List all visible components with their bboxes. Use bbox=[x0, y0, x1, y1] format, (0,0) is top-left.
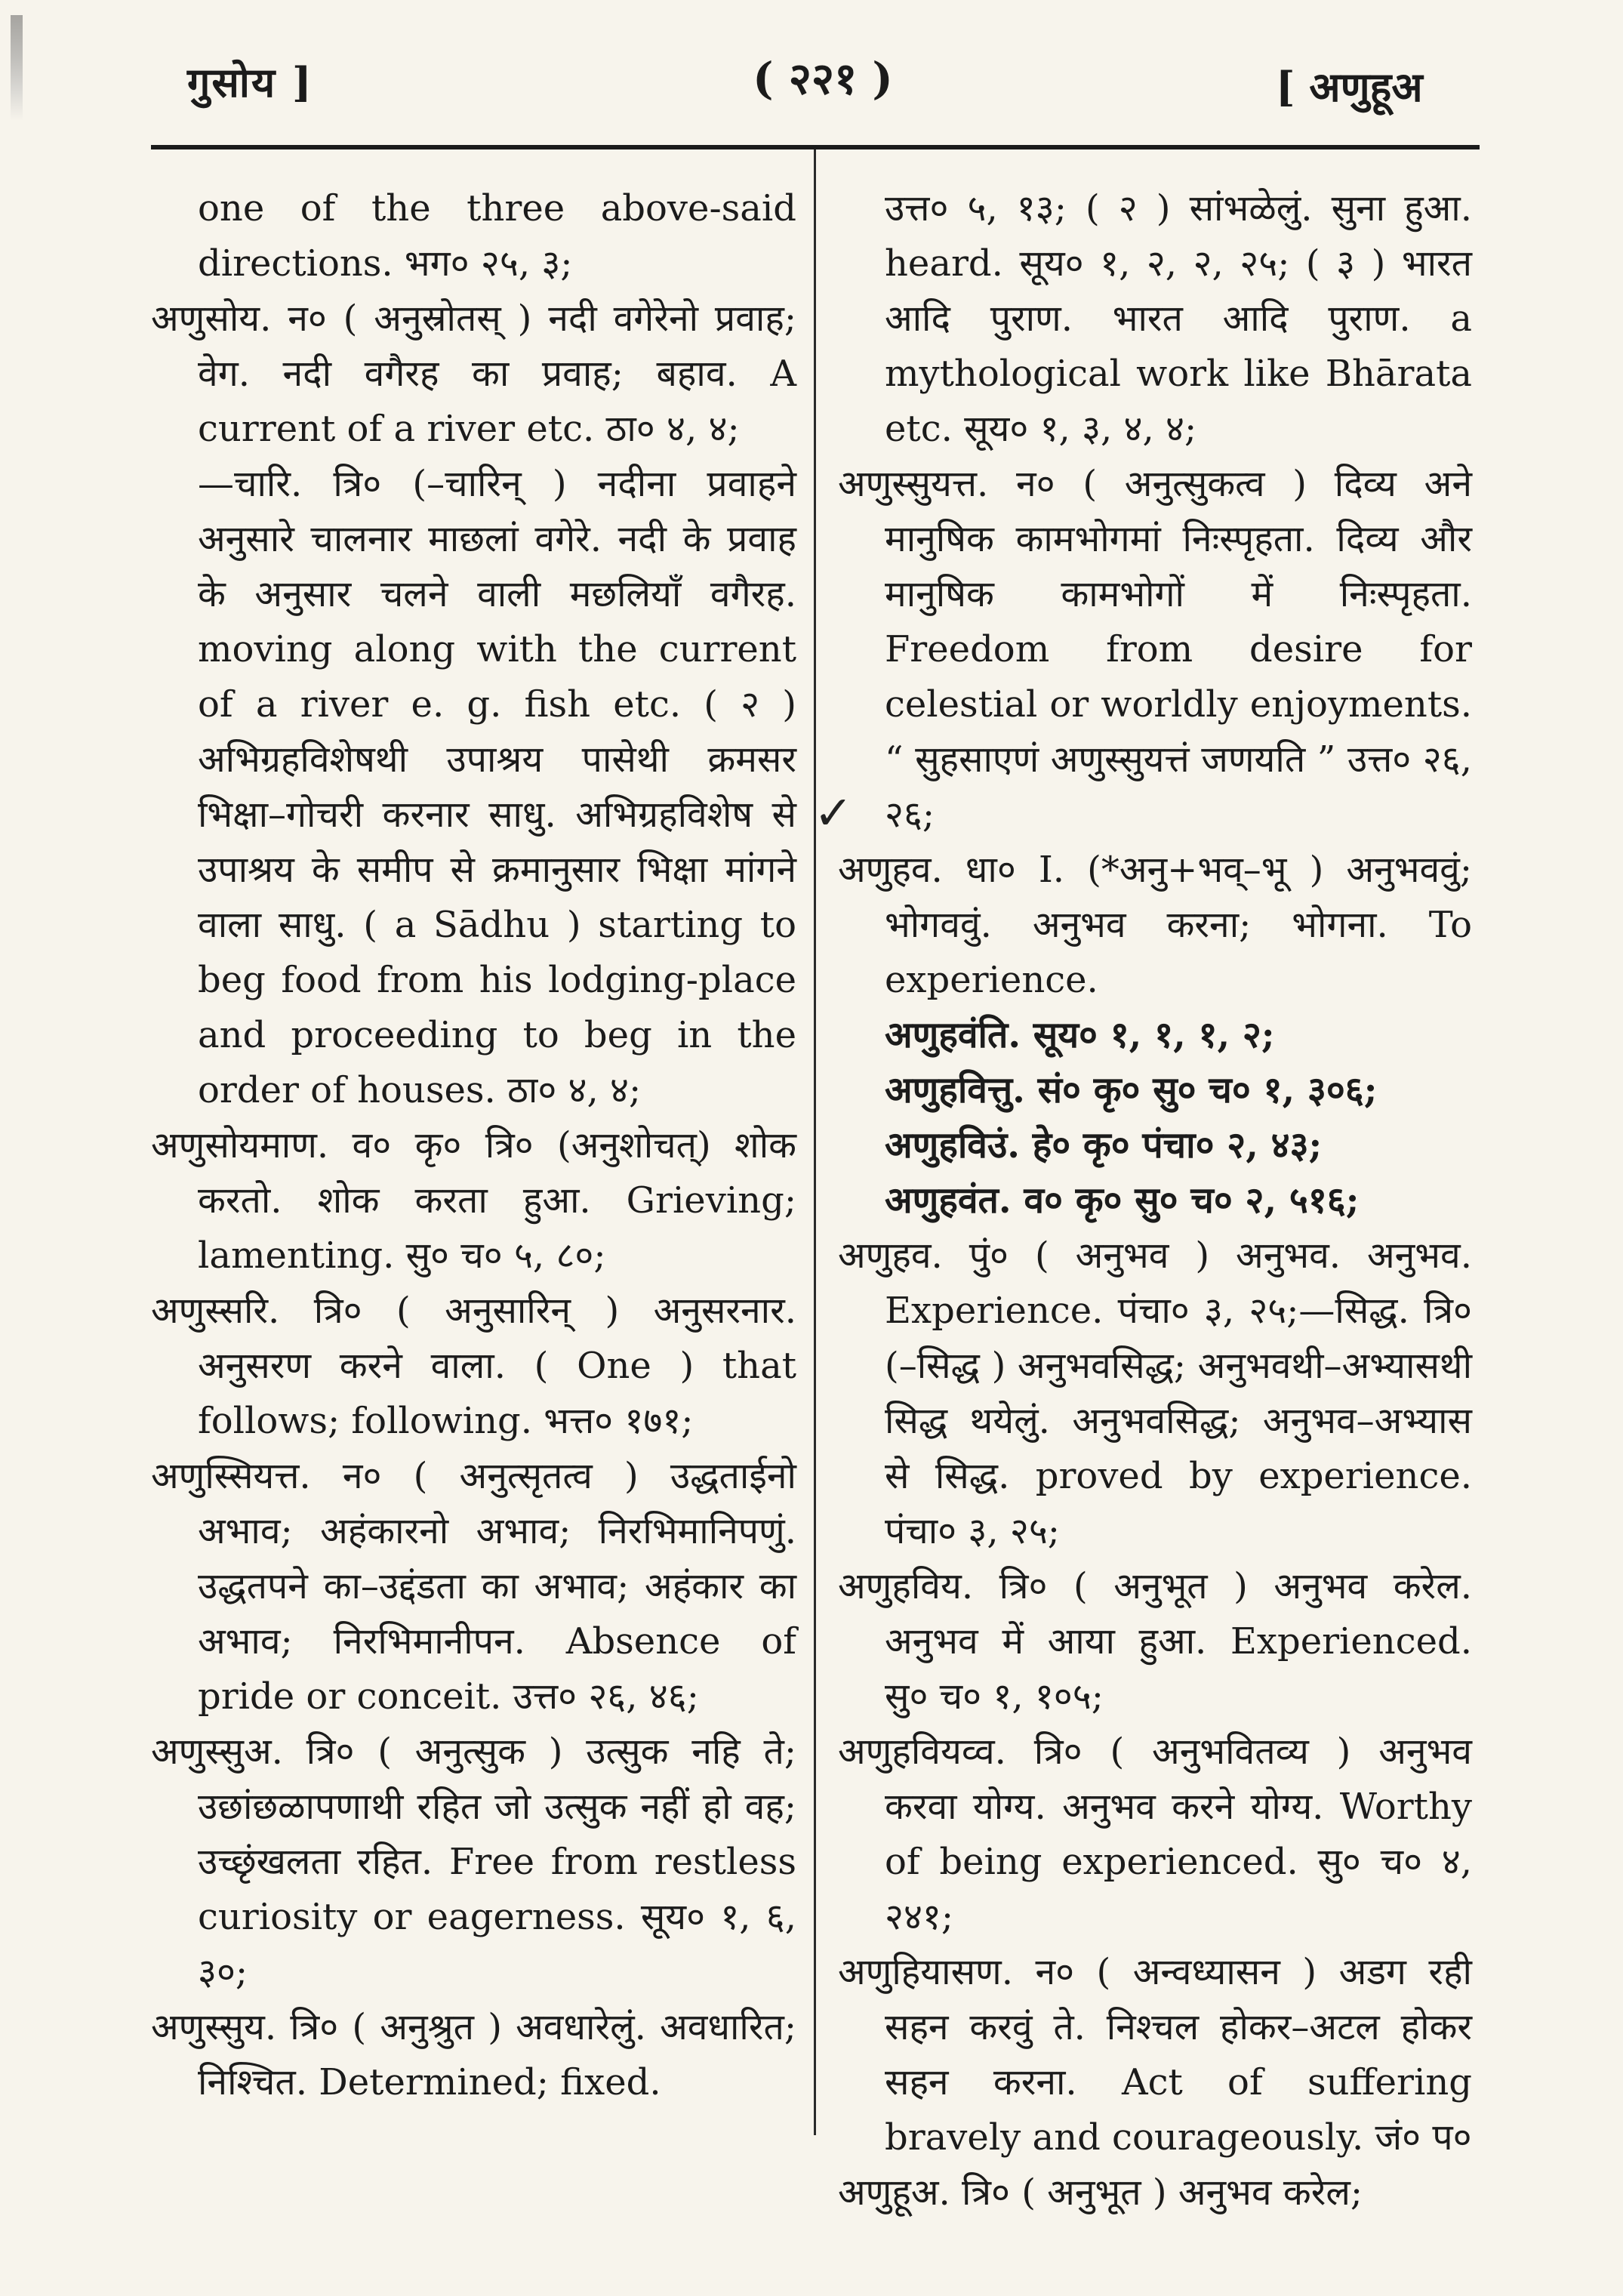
header-right-guide-word: [ अणुहूअ bbox=[1276, 63, 1423, 111]
entry-continuation: उत्त० ५, १३; ( २ ) सांभळेलुं. सुना हुआ. heard. सूय० १, २, २, २५; ( ३ ) भारत आदि पुराण. भारत आदि पुराण. a mythological work like Bhārata etc. सूय० १, ३, ४, ४; bbox=[885, 187, 1472, 450]
form-anuhavittu: अणुहवित्तु. सं० कृ० सु० च० १, ३०६; bbox=[885, 1069, 1378, 1111]
entry-anusoya: अणुसोय. न० ( अनुस्रोतस् ) नदी वगेरेनो प्रवाह; वेग. नदी वगैरह का प्रवाह; बहाव. A current of a river etc. ठा० ४, ४; bbox=[151, 297, 796, 450]
entry-anuhiyasana: अणुहियासण. न० ( अन्वध्यासन ) अडग रही सहन करवुं ते. निश्चल होकर–अटल होकर सहन करना. Act of suffering bravely and courageously. जं० प० bbox=[838, 1951, 1472, 2159]
checkmark-annotation: ✓ bbox=[814, 785, 853, 840]
entry-anussari: अणुस्सरि. त्रि० ( अनुसारिन् ) अनुसरनार. अनुसरण करने वाला. ( One ) that follows; following. भत्त० १७१; bbox=[151, 1290, 796, 1442]
form-anuhavium: अणुहविउं. हे० कृ० पंचा० २, ४३; bbox=[885, 1124, 1323, 1166]
form-anuhavanti: अणुहवंति. सूय० १, १, १, २; bbox=[885, 1014, 1275, 1056]
entry-anuhava-verb: अणुहव. धा० I. (*अनु+भव्–भू ) अनुभववुं; भोगववुं. अनुभव करना; भोगना. To experience. bbox=[838, 849, 1472, 1001]
entry-anussuyatta: अणुस्सुयत्त. न० ( अनुत्सुकत्व ) दिव्य अने मानुषिक कामभोगमां निःस्पृहता. दिव्य और मानुषिक कामभोगों में निःस्पृहता. Freedom from desire for celestial or worldly enjoyments. “ सुहसाएणं अणुस्सुयत्तं जणयति ” उत्त० २६, २६; bbox=[838, 463, 1472, 836]
entry-anuhua: अणुहूअ. त्रि० ( अनुभूत ) अनुभव करेल; bbox=[838, 2171, 1363, 2214]
entry-continuation: one of the three above-said directions. भग० २५, ३; bbox=[198, 187, 796, 285]
page-header bbox=[0, 0, 1623, 143]
column-divider bbox=[814, 149, 816, 2135]
right-column bbox=[838, 181, 1472, 2220]
entry-anuhaviya: अणुहविय. त्रि० ( अनुभूत ) अनुभव करेल. अनुभव में आया हुआ. Experienced. सु० च० १, १०५; bbox=[838, 1565, 1472, 1718]
left-column bbox=[151, 181, 796, 2110]
entry-anuhaviyavva: अणुहवियव्व. त्रि० ( अनुभवितव्य ) अनुभव करवा योग्य. अनुभव करने योग्य. Worthy of being experienced. सु० च० ४, २४१; bbox=[838, 1730, 1472, 1938]
entry-anussua: अणुस्सुअ. त्रि० ( अनुत्सुक ) उत्सुक नहि ते; उछांछळापणाथी रहित जो उत्सुक नहीं हो वह; उच्छृंखलता रहित. Free from restless curiosity or eagerness. सूय० १, ६, ३०; bbox=[151, 1730, 796, 1993]
entry-anusoyamana: अणुसोयमाण. व० कृ० त्रि० (अनुशोचत्) शोक करतो. शोक करता हुआ. Grieving; lamenting. सु० च० ५, ८०; bbox=[151, 1124, 796, 1277]
header-left-guide-word: गुसोय ] bbox=[187, 58, 313, 106]
form-anuhavanta: अणुहवंत. व० कृ० सु० च० २, ५१६; bbox=[885, 1179, 1360, 1222]
entry-anussuya: अणुस्सुय. त्रि० ( अनुश्रुत ) अवधारेलुं. अवधारित; निश्चित. Determined; fixed. bbox=[151, 2006, 796, 2103]
entry-anussiyatta: अणुस्सियत्त. न० ( अनुत्सृतत्व ) उद्धताईनो अभाव; अहंकारनो अभाव; निरभिमानिपणुं. उद्धतपने का–उद्दंडता का अभाव; अहंकार का अभाव; निरभिमानीपन. Absence of pride or conceit. उत्त० २६, ४६; bbox=[151, 1455, 796, 1718]
subentry-anusoya-chaari: —चारि. त्रि० (–चारिन् ) नदीना प्रवाहने अनुसारे चालनार माछलां वगेरे. नदी के प्रवाह के अनुसार चलने वाली मछलियाँ वगैरह. moving along with the current of a river e. g. fish etc. ( २ ) अभिग्रहविशेषथी उपाश्रय पासेथी क्रमसर भिक्षा–गोचरी करनार साधु. अभिग्रहविशेष से उपाश्रय के समीप से क्रमानुसार भिक्षा मांगने वाला साधु. ( a Sādhu ) starting to beg food from his lodging-place and proceeding to beg in the order of houses. ठा० ४, ४; bbox=[198, 463, 796, 1111]
page-number: ( २२१ ) bbox=[753, 53, 893, 104]
entry-anuhava-noun: अणुहव. पुं० ( अनुभव ) अनुभव. अनुभव. Experience. पंचा० ३, २५;—सिद्ध. त्रि० (–सिद्ध ) अनुभवसिद्ध; अनुभवथी–अभ्यासथी सिद्ध थयेलुं. अनुभवसिद्ध; अनुभव–अभ्यास से सिद्ध. proved by experience. पंचा० ३, २५; bbox=[838, 1234, 1472, 1552]
